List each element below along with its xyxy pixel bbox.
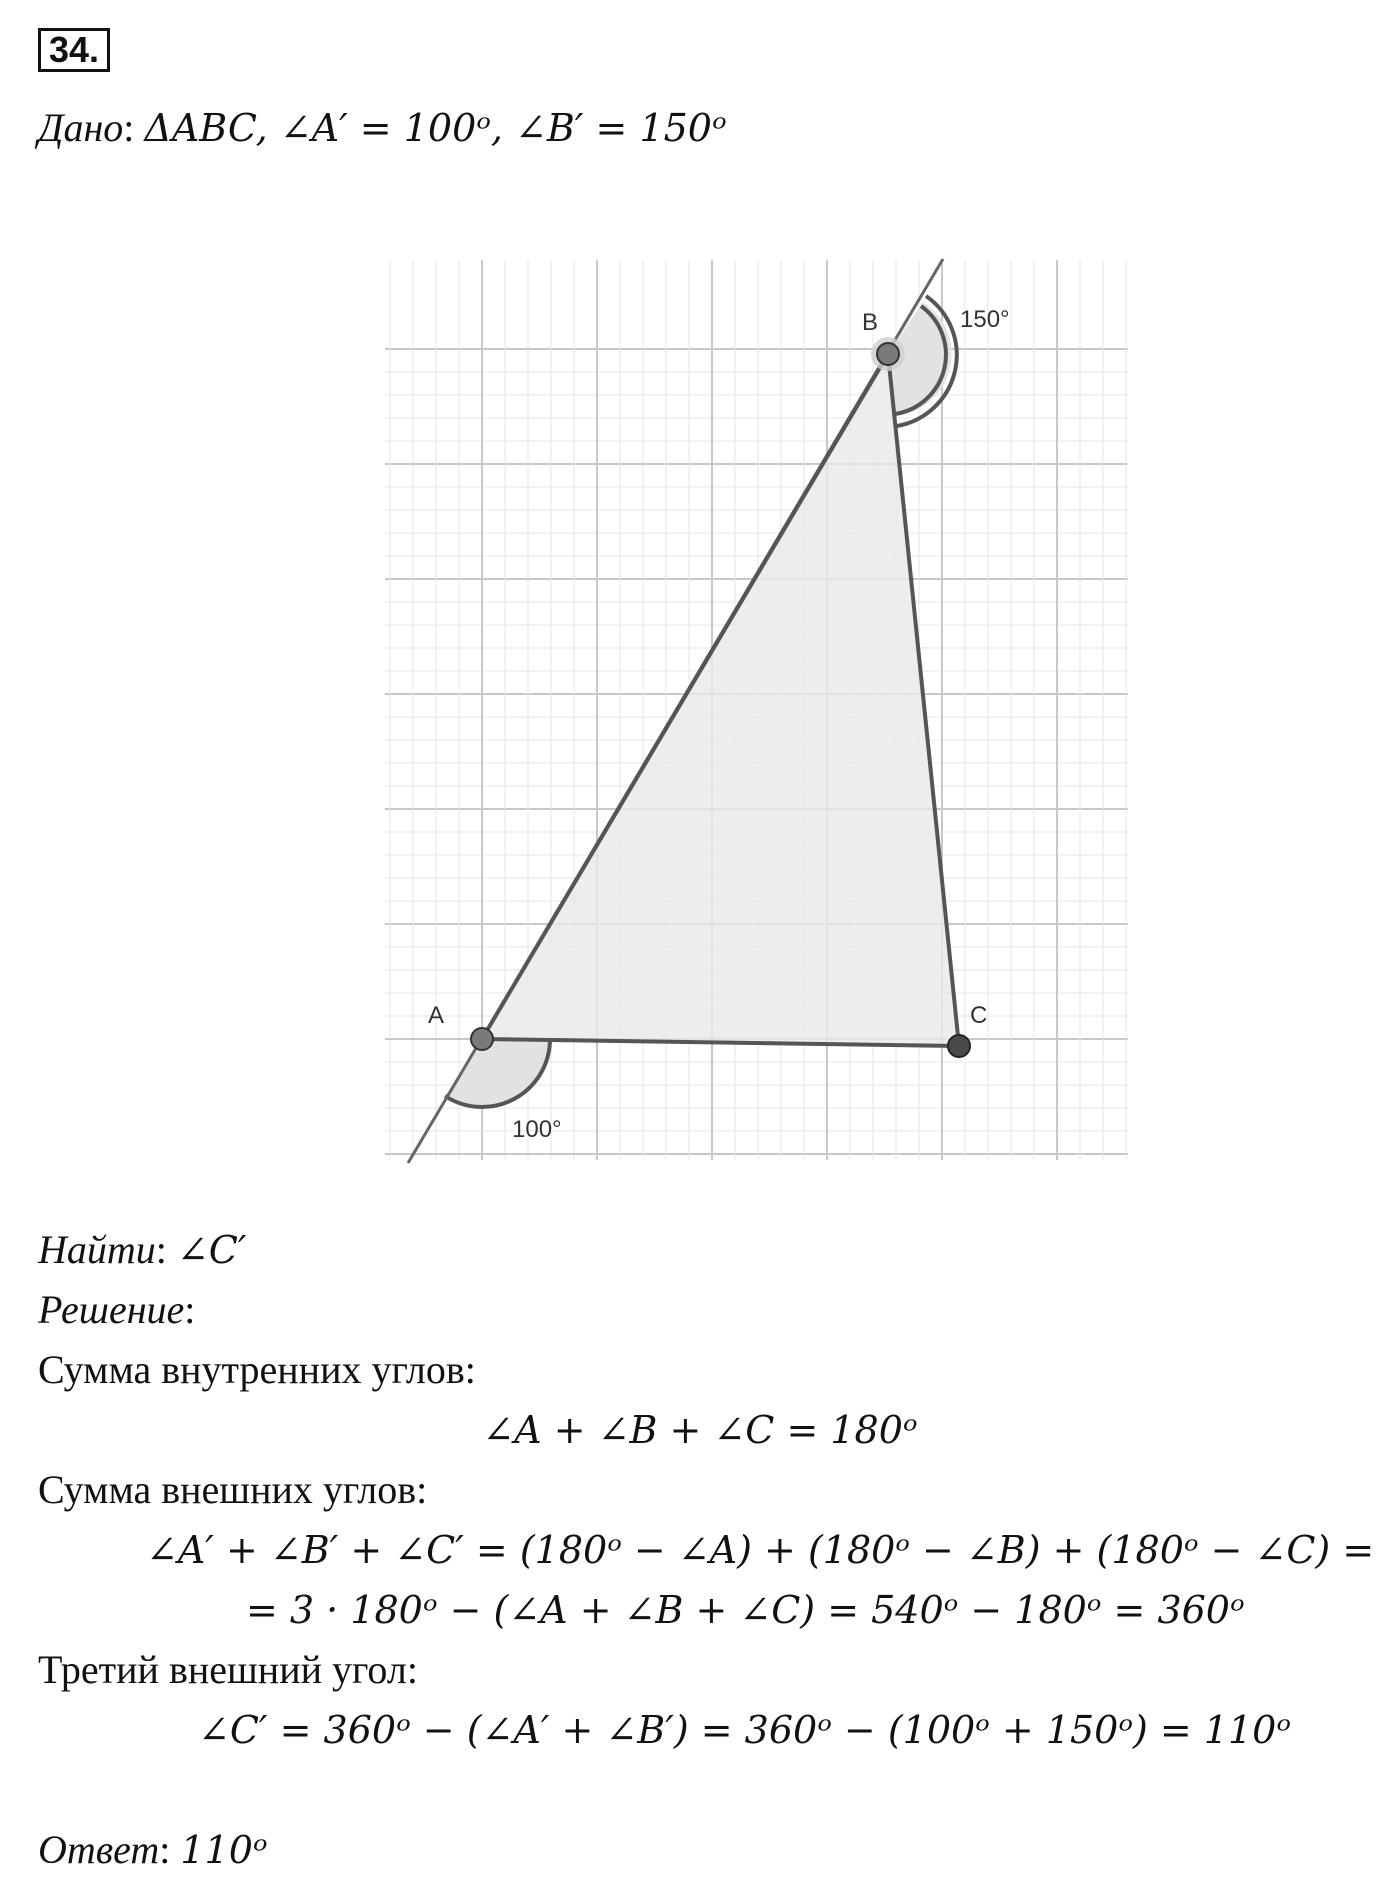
find-label: Найти xyxy=(38,1227,156,1272)
vertex-label-c: C xyxy=(970,1002,988,1029)
given-label: Дано xyxy=(38,105,124,150)
third-formula: ∠C′ = 360ᵒ − (∠A′ + ∠B′) = 360ᵒ − (100ᵒ + 150ᵒ) = 110ᵒ xyxy=(198,1708,1291,1752)
answer-value: 110ᵒ xyxy=(180,1828,268,1872)
third-heading: Третий внешний угол: xyxy=(38,1647,418,1692)
angle-label-a: 100° xyxy=(512,1116,562,1143)
vertex-label-a: A xyxy=(428,1002,445,1029)
problem-number: 34. xyxy=(38,28,110,72)
answer-line: Ответ: 110ᵒ xyxy=(38,1827,268,1872)
interior-formula: ∠A + ∠B + ∠C = 180ᵒ xyxy=(482,1408,918,1452)
solution-label: Решение xyxy=(38,1287,185,1332)
given-line: Дано: ΔABC, ∠A′ = 100ᵒ, ∠B′ = 150ᵒ xyxy=(38,105,727,150)
triangle-figure xyxy=(380,255,1140,1165)
answer-label: Ответ xyxy=(38,1827,160,1872)
find-expression: ∠C′ xyxy=(176,1228,247,1272)
triangle-fill xyxy=(482,354,959,1046)
given-expression: ΔABC, ∠A′ = 100ᵒ, ∠B′ = 150ᵒ xyxy=(144,106,727,150)
point-a xyxy=(471,1028,493,1050)
exterior-formula-2: = 3 · 180ᵒ − (∠A + ∠B + ∠C) = 540ᵒ − 180ᵒ = 360ᵒ xyxy=(246,1588,1245,1632)
solution-line: Решение: xyxy=(38,1287,196,1332)
point-c xyxy=(948,1035,970,1057)
exterior-heading: Сумма внешних углов: xyxy=(38,1467,428,1512)
vertex-label-b: B xyxy=(862,309,879,336)
interior-heading: Сумма внутренних углов: xyxy=(38,1347,476,1392)
angle-label-b: 150° xyxy=(960,306,1010,333)
find-line: Найти: ∠C′ xyxy=(38,1227,247,1272)
exterior-formula-1: ∠A′ + ∠B′ + ∠C′ = (180ᵒ − ∠A) + (180ᵒ − ∠B) + (180ᵒ − ∠C) = xyxy=(146,1528,1375,1572)
point-b xyxy=(877,343,899,365)
